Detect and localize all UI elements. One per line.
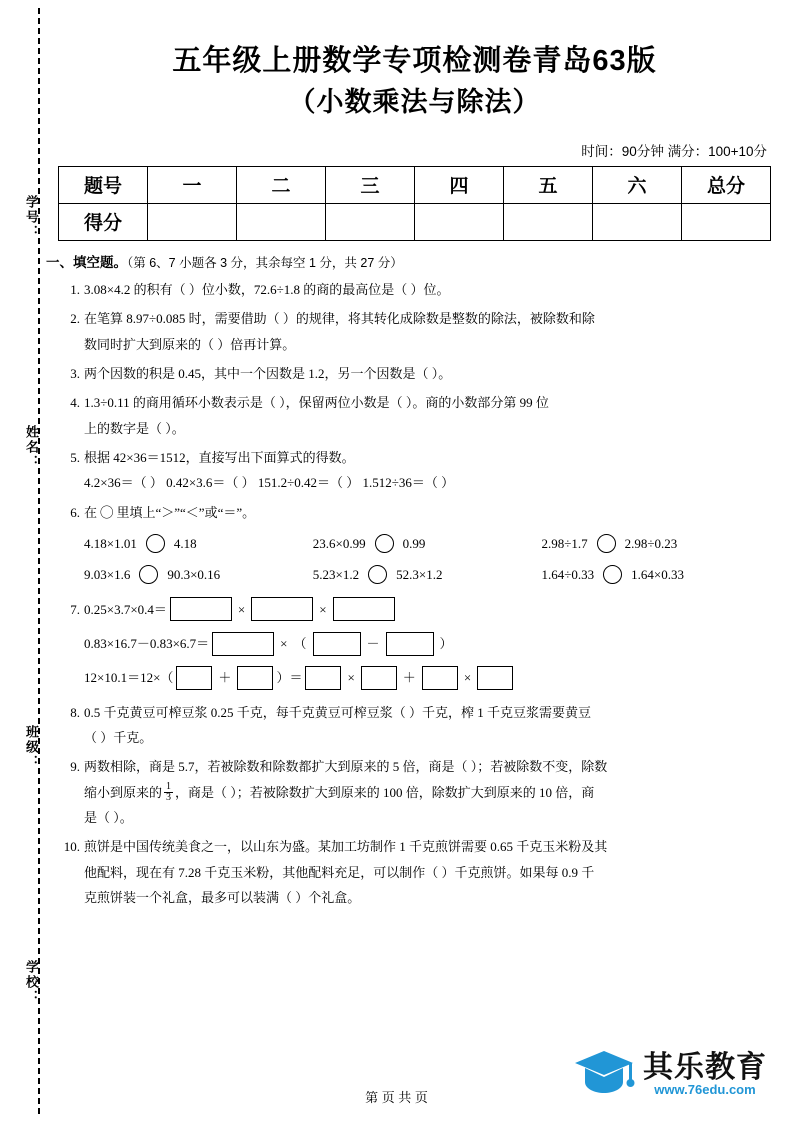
logo-text [643,1052,767,1097]
page-footer: 第 页 共 页 [365,1090,428,1105]
comparison-item [542,562,771,587]
logo-name: 其乐教育 [643,1050,767,1084]
page-subtitle: （小数乘法与除法） [288,87,541,118]
answer-box[interactable] [313,632,361,656]
question-7 [58,597,771,691]
answer-box[interactable] [176,666,212,690]
section-heading-fill-blanks [46,251,771,271]
answer-box[interactable] [170,597,232,621]
question-line-with-fraction [84,780,771,805]
page-content [46,16,771,914]
side-label-name: 姓名： [24,425,39,470]
question-line: 两个因数的积是 0.45，其中一个因数是 1.2，另一个因数是（ ）。 [84,365,452,381]
question-line: 他配料，现在有 7.28 千克玉米粉，其他配料充足，可以制作（ ）千克煎饼。如果每 0.9 千 [84,864,595,880]
side-label-group [18,0,44,1122]
comparison-right: 90.3×0.16 [167,567,221,583]
page-title: 五年级上册数学专项检测卷青岛63版 [172,45,657,77]
question-3 [58,361,771,386]
comparison-right: 4.18 [173,535,197,551]
comparison-row [84,531,771,556]
question-line: 1.3÷0.11 的商用循环小数表示是（ ），保留两位小数是（ ）。商的小数部分第 99 位 [84,395,549,411]
question-line: 煎饼是中国传统美食之一，以山东为盛。某加工坊制作 1 千克煎饼需要 0.65 千克玉米粉及其 [84,839,608,855]
paren-left: （ [293,635,307,651]
question-line: 是（ ）。 [84,810,133,826]
comparison-circle[interactable] [603,565,622,584]
question-line: （ ）千克。 [84,730,153,745]
operator-times: × [463,670,472,686]
question-number: 6. [70,504,80,520]
question-line: 4.2×36＝（ ） 0.42×3.6＝（ ） 151.2÷0.42＝（ ） 1.512÷36＝（ ） [84,475,455,491]
equation-prefix: 0.83×16.7－0.83×6.7＝ [84,635,210,651]
score-header-cell: 一 [148,166,237,203]
comparison-left: 9.03×1.6 [84,567,131,583]
question-4 [58,390,771,441]
operator-plus: ＋ [218,670,232,686]
equation-row-1 [84,597,771,622]
comparison-row [84,562,771,587]
score-header-cell: 四 [415,166,504,203]
score-input-cell[interactable] [682,203,771,240]
score-header-cell: 六 [593,166,682,203]
question-line: 克煎饼装一个礼盒，最多可以装满（ ）个礼盒。 [84,890,361,906]
question-number: 7. [70,601,80,617]
question-8 [58,700,771,751]
operator-times: × [347,670,355,686]
score-input-cell[interactable] [148,203,237,240]
question-number: 8. [70,704,80,720]
side-label-class: 班级： [24,725,39,770]
comparison-circle[interactable] [368,565,387,584]
question-list [58,277,771,911]
score-input-cell[interactable] [504,203,593,240]
operator-times: × [280,635,288,651]
operator-times: × [319,601,327,617]
score-input-cell[interactable] [593,203,682,240]
side-label-school: 学校： [24,960,39,1005]
question-line: 数同时扩大到原来的（ ）倍再计算。 [84,336,296,352]
comparison-right: 0.99 [402,535,426,551]
question-number: 10. [63,839,80,855]
operator-minus: － [366,635,380,651]
exam-meta: 时间：90分钟 满分：100+10分 [581,143,767,159]
operator-times: × [237,601,246,617]
comparison-circle[interactable] [139,565,158,584]
section-heading-note: （第 6、7 小题各 3 分，其余每空 1 分，共 27 分） [127,255,403,270]
question-line: 根据 42×36＝1512，直接写出下面算式的得数。 [84,449,355,465]
fraction-one-third [164,782,173,804]
answer-box[interactable] [212,632,274,656]
comparison-right: 52.3×1.2 [396,567,443,583]
side-label-student-id: 学号： [24,195,39,240]
question-number: 1. [70,281,80,297]
question-number: 9. [70,759,80,775]
equation-prefix: 12×10.1＝12×（ [84,670,174,686]
question-line: 在笔算 8.97÷0.085 时，需要借助（ ）的规律，将其转化成除数是整数的除法，被除数和除 [84,311,595,327]
question-number: 4. [70,395,80,411]
score-input-cell[interactable] [415,203,504,240]
answer-box[interactable] [305,666,341,690]
comparison-left: 1.64÷0.33 [541,567,595,583]
site-logo [573,1049,767,1100]
score-label-cell: 得分 [59,203,148,240]
answer-box[interactable] [361,666,397,690]
comparison-item [313,531,542,556]
question-1 [58,277,771,302]
question-number: 5. [70,449,80,465]
comparison-left: 2.98÷1.7 [541,535,588,551]
question-2 [58,306,771,357]
score-input-cell[interactable] [237,203,326,240]
equation-row-3 [84,665,771,690]
operator-plus: ＋ [402,670,416,686]
table-row-header [59,166,771,203]
comparison-right: 2.98÷0.23 [624,535,678,551]
answer-box[interactable] [422,666,458,690]
answer-box[interactable] [477,666,513,690]
score-header-cell: 三 [326,166,415,203]
question-number: 3. [70,365,80,381]
comparison-circle[interactable] [597,534,616,553]
score-header-cell: 总分 [682,166,771,203]
fraction-trail-text: ，商是（ ）；若被除数扩大到原来的 100 倍，除数扩大到原来的 10 倍，商 [175,784,595,800]
comparison-circle[interactable] [375,534,394,553]
score-header-cell: 五 [504,166,593,203]
comparison-item [84,562,313,587]
score-header-cell: 二 [237,166,326,203]
question-line: 两数相除，商是 5.7，若被除数和除数都扩大到原来的 5 倍，商是（ ）；若被除数不变，除数 [84,759,608,775]
section-heading-text: 一、填空题。 [46,254,127,270]
comparison-grid [84,531,771,588]
question-9 [58,754,771,830]
comparison-item [542,531,771,556]
comparison-item [84,531,313,556]
comparison-left: 23.6×0.99 [312,535,366,551]
question-10 [58,834,771,910]
table-row-score [59,203,771,240]
question-5 [58,445,771,496]
question-6 [58,500,771,588]
question-line: 上的数字是（ ）。 [84,420,185,436]
paren-right: ） [439,635,453,651]
question-line: 0.5 千克黄豆可榨豆浆 0.25 千克，每千克黄豆可榨豆浆（ ）千克，榨 1 千克豆浆需要黄豆 [84,704,592,720]
score-table [58,166,771,241]
equation-after: ）＝ [276,670,303,686]
answer-box[interactable] [333,597,395,621]
answer-box[interactable] [251,597,313,621]
logo-url: www.76edu.com [654,1082,756,1098]
question-line: 3.08×4.2 的积有（ ）位小数，72.6÷1.8 的商的最高位是（ ）位。 [84,281,450,297]
fraction-denominator: 3 [166,792,172,804]
equation-row-2 [84,631,771,656]
question-prompt: 在 ◯ 里填上“＞”“＜”或“＝”。 [84,504,256,520]
graduation-cap-icon [573,1049,635,1100]
answer-box[interactable] [237,666,273,690]
score-input-cell[interactable] [326,203,415,240]
comparison-item [313,562,542,587]
fraction-numerator: 1 [166,780,172,792]
comparison-left: 4.18×1.01 [84,535,137,551]
answer-box[interactable] [386,632,434,656]
score-header-cell: 题号 [59,166,148,203]
comparison-right: 1.64×0.33 [631,567,685,583]
comparison-left: 5.23×1.2 [312,567,360,583]
fraction-lead-text: 缩小到原来的 [84,784,163,800]
question-number: 2. [70,311,80,327]
comparison-circle[interactable] [146,534,165,553]
equation-prefix: 0.25×3.7×0.4＝ [84,601,167,617]
